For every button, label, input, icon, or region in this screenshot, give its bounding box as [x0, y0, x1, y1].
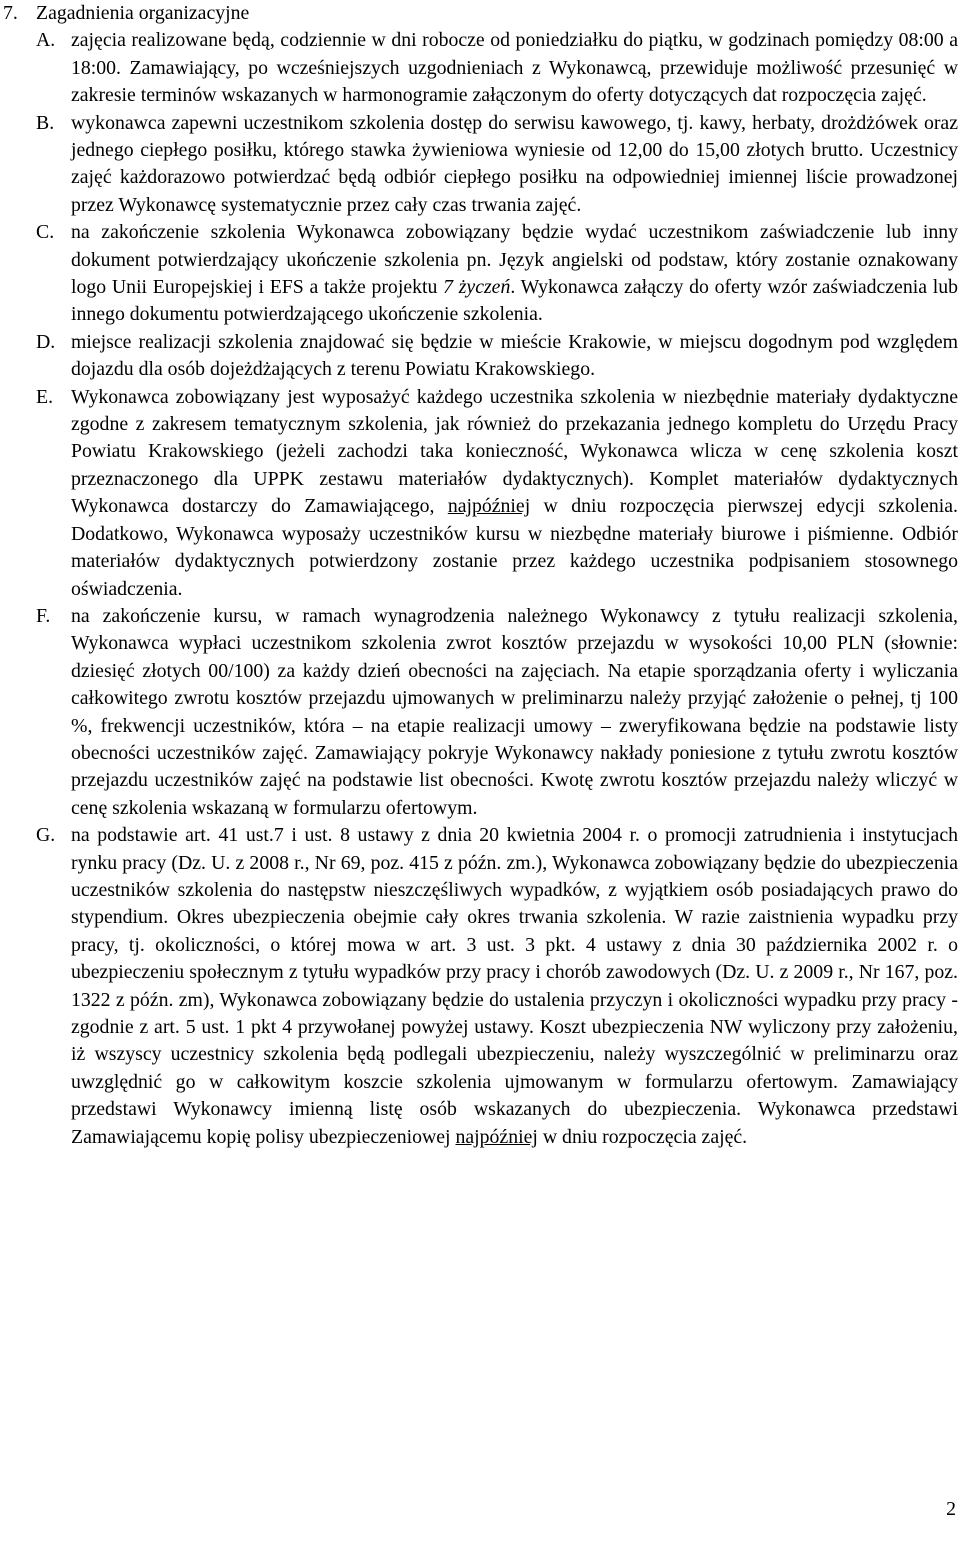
underlined-deadline: najpóźniej [447, 495, 531, 518]
item-text: wykonawca zapewni uczestnikom szkolenia dostęp do serwisu kawowego, tj. kawy, herbaty, drożdżówek oraz jednego ciepłego posiłku, którego stawka żywieniowa wyniesie od 12,00 do 15,00 złotych brutto. Uczestnicy zajęć każdorazowo potwierdzać będą odbiór ciepłego posiłku na odpowiedniej imiennej liście prowadzonej przez Wykonawcę systematycznie przez cały czas trwania zajęć. [71, 111, 958, 216]
item-text [71, 219, 958, 329]
list-item-d [36, 329, 958, 384]
list-item-a [36, 27, 958, 109]
item-label: C. [36, 221, 55, 244]
section-number: 7. [3, 2, 18, 24]
item-text [71, 384, 958, 603]
item-label: D. [36, 330, 56, 353]
underlined-deadline: najpóźniej [455, 1125, 538, 1148]
item-text-part: Wykonawca zobowiązany jest wyposażyć każdego uczestnika szkolenia w niezbędnie materiały dydaktyczne zgodne z zakresem tematycznym szkolenia, jak również do przekazania jednego kompletu do Urzędu Pracy Powiatu Krakowskiego (jeżeli zachodzi taka konieczność, Wykonawca wlicza w cenę szkolenia koszt przeznaczonego dla UPPK zestawu materiałów dydaktycznych). Komplet materiałów dydaktycznych Wykonawca dostarczy do Zamawiającego, [71, 385, 958, 518]
item-label: G. [36, 824, 56, 847]
section-title: Zagadnienia organizacyjne [36, 2, 250, 24]
list-item-g [36, 822, 958, 1151]
item-text-part: . Wykonawca załączy do oferty wzór zaświadczenia lub innego dokumentu potwierdzającego ukończenie szkolenia. [71, 276, 959, 326]
item-text: miejsce realizacji szkolenia znajdować się będzie w mieście Krakowie, w miejscu dogodnym pod względem dojazdu dla osób dojeżdżających z terenu Powiatu Krakowskiego. [71, 330, 958, 381]
list-item-b [36, 110, 958, 220]
list-item-e [36, 384, 958, 603]
item-list [36, 27, 958, 1151]
page-number: 2 [946, 1498, 956, 1520]
list-item-f [36, 603, 958, 822]
item-text: na zakończenie kursu, w ramach wynagrodzenia należnego Wykonawcy z tytułu realizacji szkolenia, Wykonawca wypłaci uczestnikom szkolenia zwrot kosztów przejazdu w wysokości 10,00 PLN (słownie: dziesięć złotych 00/100) za każdy dzień obecności na zajęciach. Na etapie sporządzania oferty i wyliczania całkowitego zwrotu kosztów przejazdu ujmowanych w preliminarzu należy przyjąć założenie o pełnej, tj 100 %, frekwencji uczestników, która – na etapie realizacji umowy – zweryfikowana będzie na podstawie listy obecności uczestników zajęć. Zamawiający pokryje Wykonawcy nakłady poniesione z tytułu zwrotu kosztów przejazdu uczestników zajęć na podstawie list obecności. Kwotę zwrotu kosztów przejazdu należy wliczyć w cenę szkolenia wskazaną w formularzu ofertowym. [71, 604, 958, 819]
item-text [71, 822, 958, 1151]
section-heading [3, 0, 249, 27]
project-name-italic: 7 życzeń [443, 276, 511, 299]
item-text-part: na zakończenie szkolenia Wykonawca zobowiązany będzie wydać uczestnikom zaświadczenie lub inny dokument potwierdzający ukończenie szkolenia pn. Język angielski od podstaw, który zostanie oznakowany logo Unii Europejskiej i EFS a także projektu [71, 221, 958, 299]
item-label: F. [36, 604, 51, 627]
item-label: B. [36, 111, 55, 134]
item-text: zajęcia realizowane będą, codziennie w dni robocze od poniedziałku do piątku, w godzinach pomiędzy 08:00 a 18:00. Zamawiający, po wcześniejszych uzgodnieniach z Wykonawcą, przewiduje możliwość przesunięć w zakresie terminów wskazanych w harmonogramie załączonym do oferty dotyczących dat rozpoczęcia zajęć. [71, 29, 958, 107]
item-text-part: w dniu rozpoczęcia pierwszej edycji szkolenia. Dodatkowo, Wykonawca wyposaży uczestników kursu w niezbędne materiały biurowe i piśmienne. Odbiór materiałów dydaktycznych potwierdzony zostanie przez każdego uczestnika podpisaniem stosownego oświadczenia. [71, 495, 958, 600]
item-label: A. [36, 29, 56, 52]
item-text-part: w dniu rozpoczęcia zajęć. [537, 1125, 748, 1148]
item-text-part: na podstawie art. 41 ust.7 i ust. 8 ustawy z dnia 20 kwietnia 2004 r. o promocji zatrudnienia i instytucjach rynku pracy (Dz. U. z 2008 r., Nr 69, poz. 415 z późn. zm.), Wykonawca zobowiązany będzie do ubezpieczenia uczestników szkolenia do następstw nieszczęśliwych wypadków, z wyjątkiem osób posiadających prawo do stypendium. Okres ubezpieczenia obejmie cały okres trwania szkolenia. W razie zaistnienia wypadku przy pracy, tj. okoliczności, o której mowa w art. 3 ust. 3 pkt. 4 ustawy z dnia 30 października 2002 r. o ubezpieczeniu społecznym z tytułu wypadków przy pracy i chorób zawodowych (Dz. U. z 2009 r., Nr 167, poz. 1322 z późn. zm), Wykonawca zobowiązany będzie do ustalenia przyczyn i okoliczności wypadku przy pracy - zgodnie z art. 5 ust. 1 pkt 4 przywołanej powyżej ustawy. Koszt ubezpieczenia NW wyliczony przy założeniu, iż wszyscy uczestnicy szkolenia będą podlegali ubezpieczeniu, należy wyszczególnić w preliminarzu oraz uwzględnić go w całkowitym koszcie szkolenia ujmowanym w formularzu ofertowym. Zamawiający przedstawi Wykonawcy imienną listę osób wskazanych do ubezpieczenia. Wykonawca przedstawi Zamawiającemu kopię polisy ubezpieczeniowej [71, 824, 958, 1148]
item-label: E. [36, 385, 54, 408]
list-item-c [36, 219, 958, 329]
